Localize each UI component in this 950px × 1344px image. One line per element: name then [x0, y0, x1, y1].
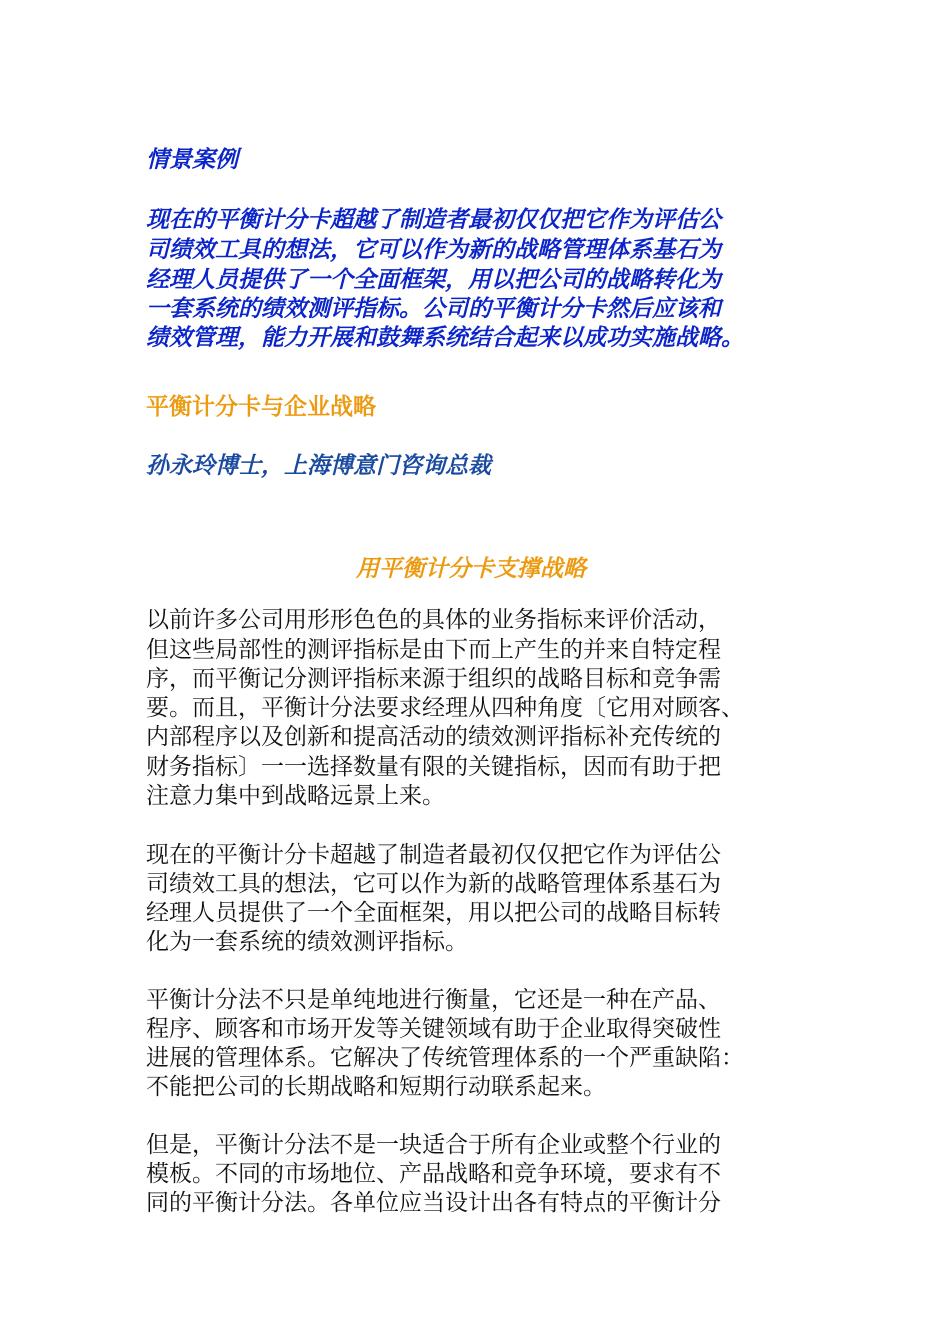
body-line: 但这些局部性的测评指标是由下而上产生的并来自特定程 — [146, 637, 721, 663]
body-line: 经理人员提供了一个全面框架，用以把公司的战略目标转 — [146, 900, 721, 926]
body-line: 但是，平衡计分法不是一块适合于所有企业或整个行业的 — [146, 1132, 721, 1158]
body-line: 不能把公司的长期战略和短期行动联系起来。 — [146, 1074, 606, 1100]
body-line: 注意力集中到战略远景上来。 — [146, 783, 445, 809]
body-line: 模板。不同的市场地位、产品战略和竞争环境，要求有不 — [146, 1161, 721, 1187]
body-line: 同的平衡计分法。各单位应当设计出各有特点的平衡计分 — [146, 1190, 721, 1216]
body-line: 要。而且，平衡计分法要求经理从四种角度〔它用对顾客、 — [146, 695, 744, 721]
body-line: 司绩效工具的想法，它可以作为新的战略管理体系基石为 — [146, 871, 721, 897]
scene-line: 经理人员提供了一个全面框架，用以把公司的战略转化为 — [146, 266, 721, 293]
body-line: 内部程序以及创新和提高活动的绩效测评指标补充传统的 — [146, 724, 721, 750]
scene-line: 司绩效工具的想法，它可以作为新的战略管理体系基石为 — [146, 236, 721, 263]
body-line: 化为一套系统的绩效测评指标。 — [146, 929, 468, 955]
article-author: 孙永玲博士，上海博意门咨询总裁 — [146, 452, 491, 479]
body-line: 程序、顾客和市场开发等关键领域有助于企业取得突破性 — [146, 1016, 721, 1042]
body-line: 以前许多公司用形形色色的具体的业务指标来评价活动， — [146, 607, 721, 633]
article-title: 平衡计分卡与企业战略 — [146, 393, 376, 420]
scene-line: 一套系统的绩效测评指标。公司的平衡计分卡然后应该和 — [146, 295, 721, 322]
section-title: 用平衡计分卡支撑战略 — [356, 555, 586, 582]
body-line: 序，而平衡记分测评指标来源于组织的战略目标和竞争需 — [146, 666, 721, 692]
body-line: 平衡计分法不只是单纯地进行衡量，它还是一种在产品、 — [146, 987, 721, 1013]
scene-line: 绩效管理，能力开展和鼓舞系统结合起来以成功实施战略。 — [146, 324, 744, 351]
body-line: 财务指标〕一一选择数量有限的关键指标，因而有助于把 — [146, 754, 721, 780]
body-line: 现在的平衡计分卡超越了制造者最初仅仅把它作为评估公 — [146, 842, 721, 868]
scene-line: 现在的平衡计分卡超越了制造者最初仅仅把它作为评估公 — [146, 206, 721, 233]
body-line: 进展的管理体系。它解决了传统管理体系的一个严重缺陷： — [146, 1045, 744, 1071]
scene-title: 情景案例 — [146, 146, 238, 173]
